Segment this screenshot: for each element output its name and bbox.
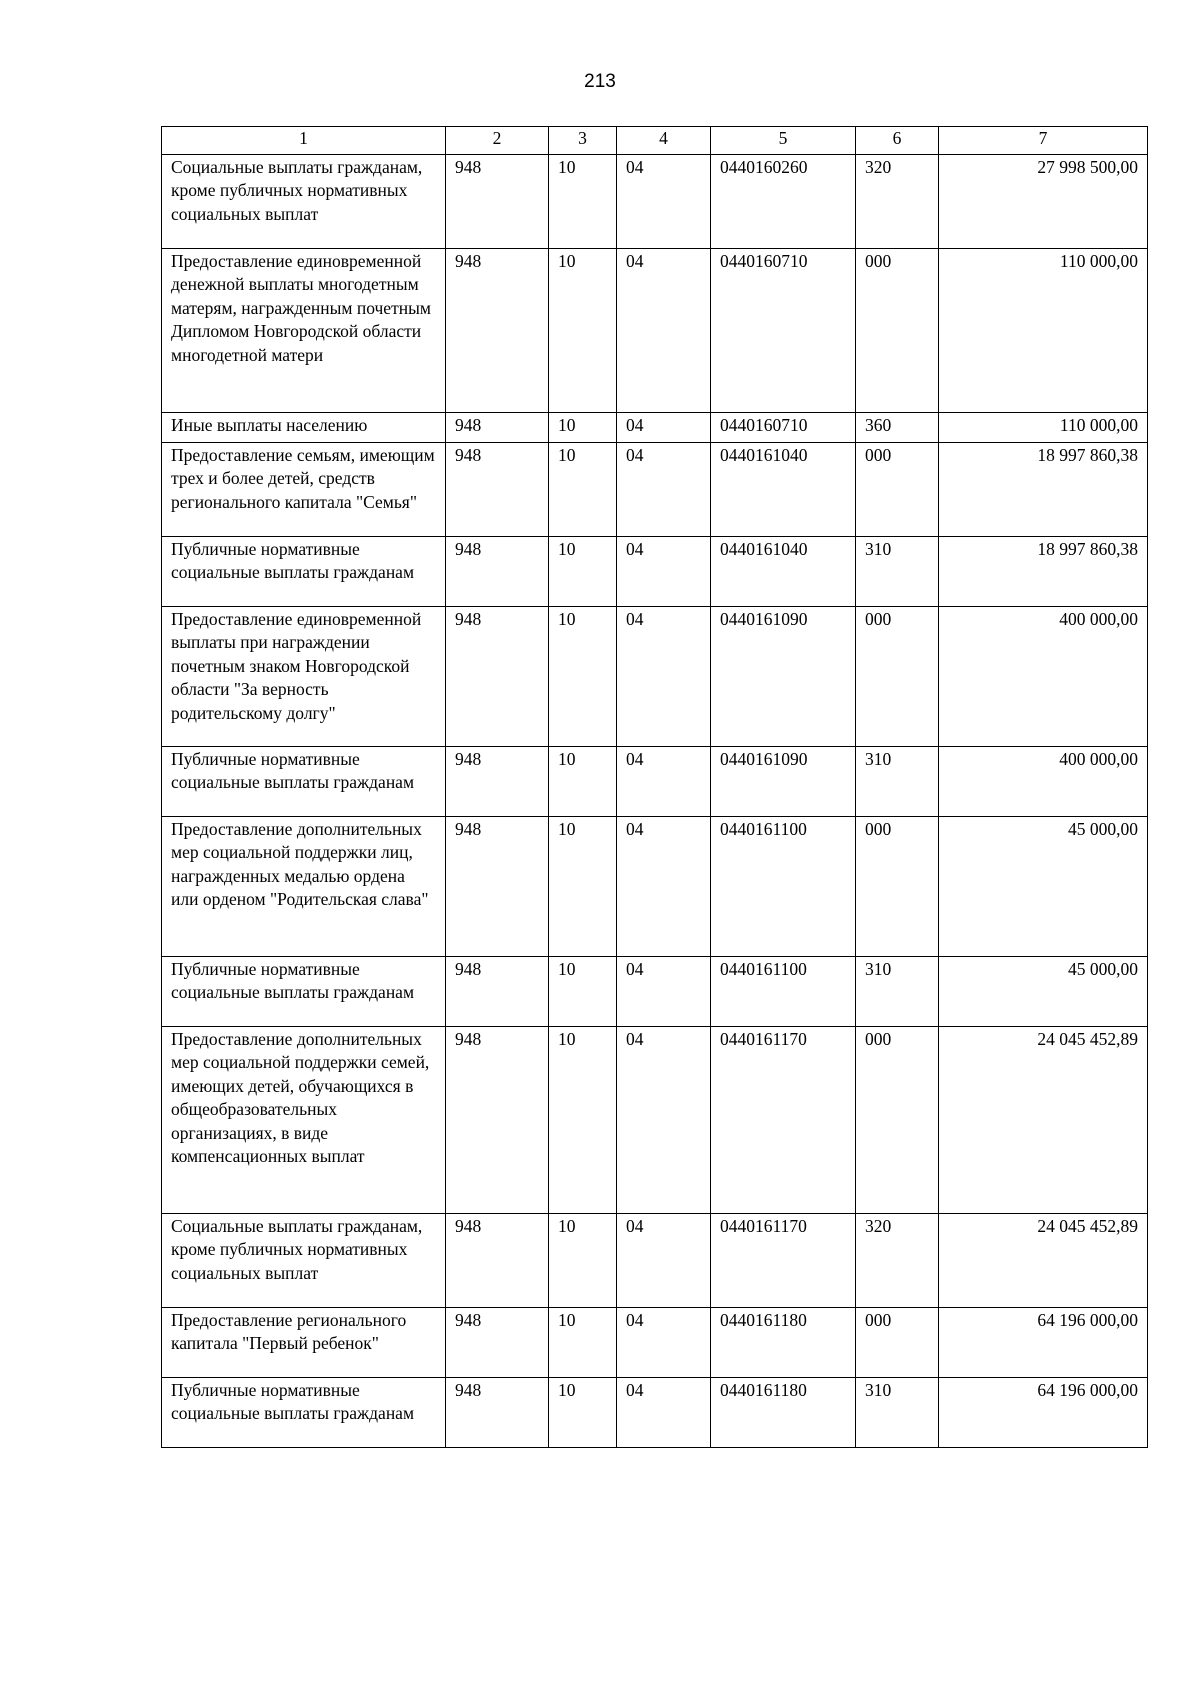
item-name: Предоставление единовременной денежной выплаты многодетным матерям, награжденным почетным Дипломом Новгородской области многодетной матери [162, 249, 446, 413]
code-cell: 948 [446, 443, 549, 537]
code-cell: 948 [446, 607, 549, 747]
code-cell: 320 [856, 1214, 939, 1308]
column-header: 7 [939, 127, 1148, 155]
code-cell: 948 [446, 1308, 549, 1378]
table-row [162, 607, 1148, 747]
code-cell: 0440161170 [711, 1214, 856, 1308]
amount-cell: 110 000,00 [939, 249, 1148, 413]
table-row [162, 1027, 1148, 1214]
page-number: 213 [584, 71, 616, 92]
code-cell: 0440161180 [711, 1378, 856, 1448]
code-cell: 10 [549, 747, 617, 817]
code-cell: 10 [549, 607, 617, 747]
item-name: Иные выплаты населению [162, 413, 446, 443]
code-cell: 948 [446, 957, 549, 1027]
item-name: Предоставление дополнительных мер социальной поддержки лиц, награжденных медалью ордена или орденом "Родительская слава" [162, 817, 446, 957]
code-cell: 948 [446, 249, 549, 413]
code-cell: 310 [856, 537, 939, 607]
code-cell: 10 [549, 957, 617, 1027]
code-cell: 0440161100 [711, 817, 856, 957]
code-cell: 10 [549, 1378, 617, 1448]
code-cell: 948 [446, 155, 549, 249]
item-name: Предоставление единовременной выплаты при награждении почетным знаком Новгородской области "За верность родительскому долгу" [162, 607, 446, 747]
code-cell: 0440161170 [711, 1027, 856, 1214]
code-cell: 310 [856, 747, 939, 817]
code-cell: 0440161100 [711, 957, 856, 1027]
table-row [162, 413, 1148, 443]
amount-cell: 110 000,00 [939, 413, 1148, 443]
code-cell: 000 [856, 443, 939, 537]
table-row [162, 747, 1148, 817]
amount-cell: 24 045 452,89 [939, 1214, 1148, 1308]
code-cell: 04 [617, 443, 711, 537]
code-cell: 320 [856, 155, 939, 249]
code-cell: 04 [617, 1378, 711, 1448]
item-name: Предоставление регионального капитала "Первый ребенок" [162, 1308, 446, 1378]
table-row [162, 817, 1148, 957]
amount-cell: 45 000,00 [939, 957, 1148, 1027]
table-row [162, 155, 1148, 249]
code-cell: 04 [617, 537, 711, 607]
item-name: Предоставление дополнительных мер социальной поддержки семей, имеющих детей, обучающихся в общеобразовательных организациях, в виде компенсационных выплат [162, 1027, 446, 1214]
code-cell: 04 [617, 957, 711, 1027]
code-cell: 0440160710 [711, 413, 856, 443]
code-cell: 04 [617, 1027, 711, 1214]
code-cell: 000 [856, 1308, 939, 1378]
code-cell: 04 [617, 1214, 711, 1308]
code-cell: 948 [446, 817, 549, 957]
column-header: 4 [617, 127, 711, 155]
amount-cell: 400 000,00 [939, 607, 1148, 747]
code-cell: 0440161180 [711, 1308, 856, 1378]
code-cell: 948 [446, 413, 549, 443]
amount-cell: 27 998 500,00 [939, 155, 1148, 249]
code-cell: 10 [549, 1214, 617, 1308]
code-cell: 310 [856, 957, 939, 1027]
code-cell: 948 [446, 1214, 549, 1308]
table-row [162, 443, 1148, 537]
code-cell: 04 [617, 249, 711, 413]
table-row [162, 1378, 1148, 1448]
amount-cell: 18 997 860,38 [939, 443, 1148, 537]
item-name: Публичные нормативные социальные выплаты гражданам [162, 747, 446, 817]
code-cell: 948 [446, 747, 549, 817]
amount-cell: 64 196 000,00 [939, 1378, 1148, 1448]
code-cell: 310 [856, 1378, 939, 1448]
code-cell: 000 [856, 1027, 939, 1214]
code-cell: 10 [549, 1308, 617, 1378]
code-cell: 04 [617, 1308, 711, 1378]
table-row [162, 1308, 1148, 1378]
column-header: 6 [856, 127, 939, 155]
item-name: Социальные выплаты гражданам, кроме публичных нормативных социальных выплат [162, 1214, 446, 1308]
code-cell: 10 [549, 413, 617, 443]
budget-table [161, 126, 1148, 1448]
amount-cell: 18 997 860,38 [939, 537, 1148, 607]
code-cell: 948 [446, 1378, 549, 1448]
code-cell: 04 [617, 607, 711, 747]
code-cell: 10 [549, 249, 617, 413]
code-cell: 0440161090 [711, 607, 856, 747]
column-header: 5 [711, 127, 856, 155]
item-name: Публичные нормативные социальные выплаты гражданам [162, 1378, 446, 1448]
column-header: 2 [446, 127, 549, 155]
code-cell: 04 [617, 817, 711, 957]
item-name: Публичные нормативные социальные выплаты гражданам [162, 537, 446, 607]
code-cell: 000 [856, 817, 939, 957]
code-cell: 000 [856, 607, 939, 747]
header-row [162, 127, 1148, 155]
code-cell: 10 [549, 443, 617, 537]
code-cell: 04 [617, 747, 711, 817]
code-cell: 04 [617, 155, 711, 249]
table-body [162, 155, 1148, 1448]
column-header: 1 [162, 127, 446, 155]
code-cell: 04 [617, 413, 711, 443]
code-cell: 948 [446, 1027, 549, 1214]
item-name: Социальные выплаты гражданам, кроме публичных нормативных социальных выплат [162, 155, 446, 249]
table-row [162, 1214, 1148, 1308]
code-cell: 0440160710 [711, 249, 856, 413]
code-cell: 10 [549, 1027, 617, 1214]
table-row [162, 249, 1148, 413]
amount-cell: 45 000,00 [939, 817, 1148, 957]
code-cell: 0440161090 [711, 747, 856, 817]
table-row [162, 537, 1148, 607]
amount-cell: 400 000,00 [939, 747, 1148, 817]
code-cell: 10 [549, 155, 617, 249]
code-cell: 0440160260 [711, 155, 856, 249]
item-name: Публичные нормативные социальные выплаты гражданам [162, 957, 446, 1027]
code-cell: 10 [549, 537, 617, 607]
code-cell: 0440161040 [711, 537, 856, 607]
code-cell: 0440161040 [711, 443, 856, 537]
item-name: Предоставление семьям, имеющим трех и более детей, средств регионального капитала "Семья" [162, 443, 446, 537]
column-header: 3 [549, 127, 617, 155]
amount-cell: 64 196 000,00 [939, 1308, 1148, 1378]
code-cell: 360 [856, 413, 939, 443]
code-cell: 10 [549, 817, 617, 957]
table-row [162, 957, 1148, 1027]
code-cell: 948 [446, 537, 549, 607]
code-cell: 000 [856, 249, 939, 413]
amount-cell: 24 045 452,89 [939, 1027, 1148, 1214]
